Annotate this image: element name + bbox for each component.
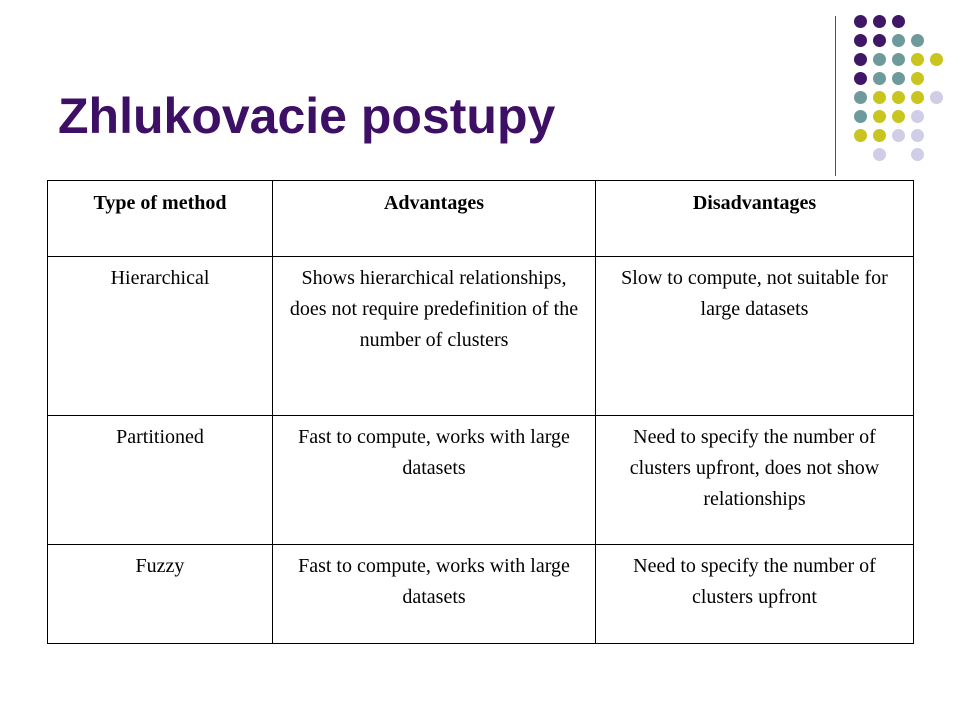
cell-method-type: Fuzzy [48,545,273,644]
cell-method-type: Hierarchical [48,257,273,416]
table-row [48,545,914,644]
cell-method-type: Partitioned [48,416,273,545]
cell-advantages: Shows hierarchical relationships, does not require predefinition of the number of clusters [273,257,596,416]
title-divider-line [835,16,836,176]
decorative-dot [911,129,924,142]
decorative-dot [873,148,886,161]
decorative-dot [854,91,867,104]
decorative-dot [911,34,924,47]
header-disadvantages: Disadvantages [596,181,914,257]
decorative-dot [873,34,886,47]
decorative-dot [873,91,886,104]
table-header-row [48,181,914,257]
decorative-dot [873,110,886,123]
decorative-dot [854,53,867,66]
decorative-dot [930,53,943,66]
decorative-dot [854,129,867,142]
decorative-dot [873,15,886,28]
clustering-methods-table [47,180,914,644]
header-type-of-method: Type of method [48,181,273,257]
slide-title: Zhlukovacie postupy [58,88,556,144]
decorative-dot [854,15,867,28]
table-row [48,416,914,545]
decorative-dot [854,34,867,47]
decorative-dot [873,72,886,85]
decorative-dot [873,129,886,142]
decorative-dot [873,53,886,66]
decorative-dot [892,110,905,123]
decorative-dot [911,53,924,66]
decorative-dot [911,110,924,123]
decorative-dot [854,72,867,85]
decorative-dot [892,34,905,47]
header-advantages: Advantages [273,181,596,257]
decorative-dot [911,91,924,104]
decorative-dot [911,72,924,85]
decorative-dot [892,53,905,66]
decorative-dot [892,72,905,85]
decorative-dot [911,148,924,161]
cell-advantages: Fast to compute, works with large datasets [273,545,596,644]
cell-disadvantages: Slow to compute, not suitable for large datasets [596,257,914,416]
cell-advantages: Fast to compute, works with large datasets [273,416,596,545]
decorative-dot [892,129,905,142]
cell-disadvantages: Need to specify the number of clusters upfront, does not show relationships [596,416,914,545]
cell-disadvantages: Need to specify the number of clusters upfront [596,545,914,644]
decorative-dot [930,91,943,104]
decorative-dot [892,15,905,28]
decorative-dot [854,110,867,123]
table-row [48,257,914,416]
decorative-dot [892,91,905,104]
